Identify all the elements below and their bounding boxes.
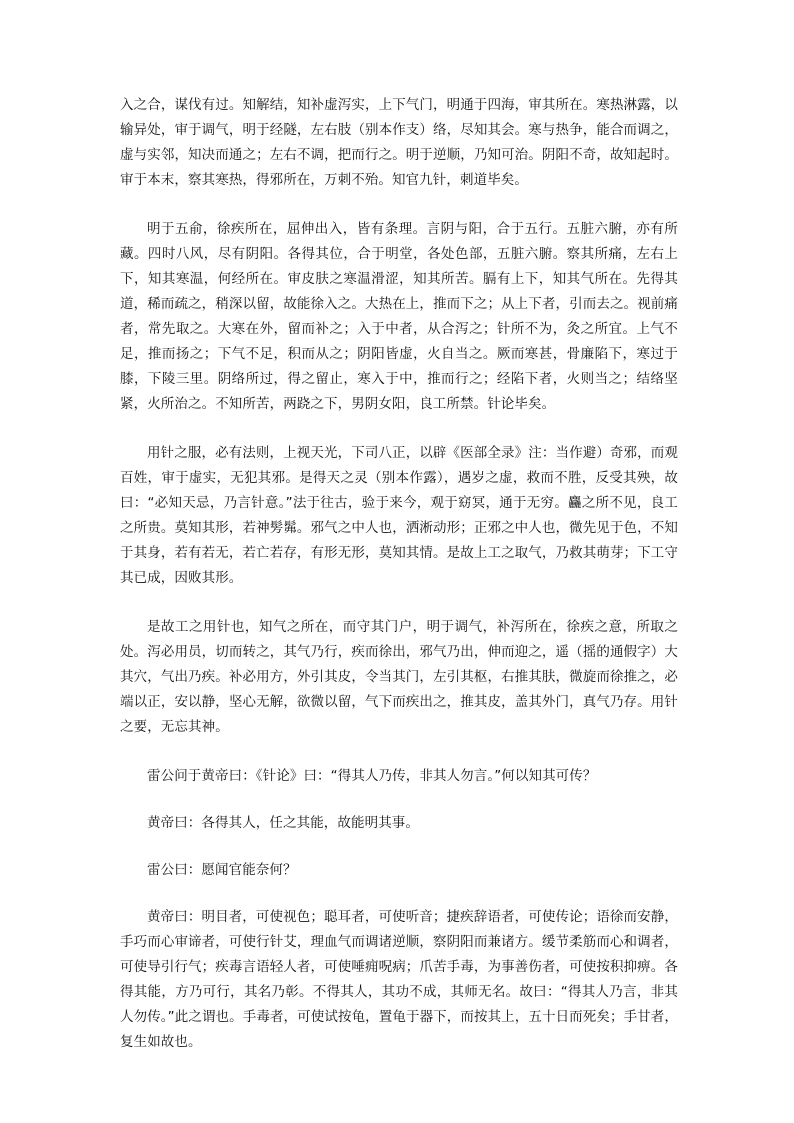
paragraph-2: 明于五俞，徐疾所在，屈伸出入，皆有条理。言阴与阳，合于五行。五脏六腑，亦有所藏。四时八风，尽有阴阳。各得其位，合于明堂，各处色部，五脏六腑。察其所痛，左右上下，知其寒温，何经所在。审皮肤之寒温滑涩，知其所苦。膈有上下，知其气所在。先得其道，稀而疏之，稍深以留，故能徐入之。大热在上，推而下之；从上下者，引而去之。视前痛者，常先取之。大寒在外，留而补之；入于中者，从合泻之；针所不为，灸之所宜。上气不足，推而扬之；下气不足，积而从之；阴阳皆虚，火自当之。厥而寒甚，骨廉陷下，寒过于膝，下陵三里。阴络所过，得之留止，寒入于中，推而行之；经陷下者，火则当之；结络坚紧，火所治之。不知所苦，两跷之下，男阴女阳，良工所禁。针论毕矣。 <box>120 221 678 412</box>
paragraph-8: 黄帝曰：明目者，可使视色；聪耳者，可使听音；捷疾辞语者，可使传论；语徐而安静，手巧而心审谛者，可使行针艾，理血气而调诸逆顺，察阴阳而兼诸方。缓节柔筋而心和调者，可使导引行气；疾毒言语轻人者，可使唾痈呪病；爪苦手毒，为事善伤者，可使按积抑痹。各得其能，方乃可行，其名乃彰。不得其人，其功不成，其师无名。故曰：“得其人乃言，非其人勿传。”此之谓也。手毒者，可使试按龟，置龟于器下，而按其上，五十日而死矣；手甘者，复生如故也。 <box>120 909 678 1050</box>
document-page <box>120 93 678 1079</box>
paragraph-5: 雷公问于黄帝曰：《针论》曰：“得其人乃传，非其人勿言。”何以知其可传？ <box>147 768 597 784</box>
paragraph-4: 是故工之用针也，知气之所在，而守其门户，明于调气，补泻所在，徐疾之意，所取之处。泻必用员，切而转之，其气乃行，疾而徐出，邪气乃出，伸而迎之，遥（摇的通假字）大其穴，气出乃疾。补必用方，外引其皮，令当其门，左引其枢，右推其肤，微旋而徐推之，必端以正，安以静，坚心无解，欲微以留，气下而疾出之，推其皮，盖其外门，真气乃存。用针之要，无忘其神。 <box>120 619 678 735</box>
paragraph-3: 用针之服，必有法则，上视天光，下司八正，以辟《医部全录》注：当作避）奇邪，而观百姓，审于虚实，无犯其邪。是得天之灵（别本作露），遇岁之虚，救而不胜，反受其殃，故曰：“必知天忌，乃言针意。”法于往古，验于来今，观于窈冥，通于无穷。麤之所不见，良工之所贵。莫知其形，若神髣髴。邪气之中人也，洒淅动形；正邪之中人也，微先见于色，不知于其身，若有若无，若亡若存，有形无形，莫知其情。是故上工之取气，乃救其萌芽；下工守其已成，因败其形。 <box>120 445 678 586</box>
paragraph-7: 雷公曰：愿闻官能奈何？ <box>147 862 297 878</box>
paragraph-1: 入之合，谋伐有过。知解结，知补虚泻实，上下气门，明通于四海，审其所在。寒热淋露，以输异处，审于调气，明于经隧，左右肢（别本作支）络，尽知其会。寒与热争，能合而调之，虚与实邻，知决而通之；左右不调，把而行之。明于逆顺，乃知可治。阴阳不奇，故知起时。审于本末，察其寒热，得邪所在，万刺不殆。知官九针，刺道毕矣。 <box>120 97 678 188</box>
paragraph-6: 黄帝曰：各得其人，任之其能，故能明其事。 <box>147 815 419 831</box>
